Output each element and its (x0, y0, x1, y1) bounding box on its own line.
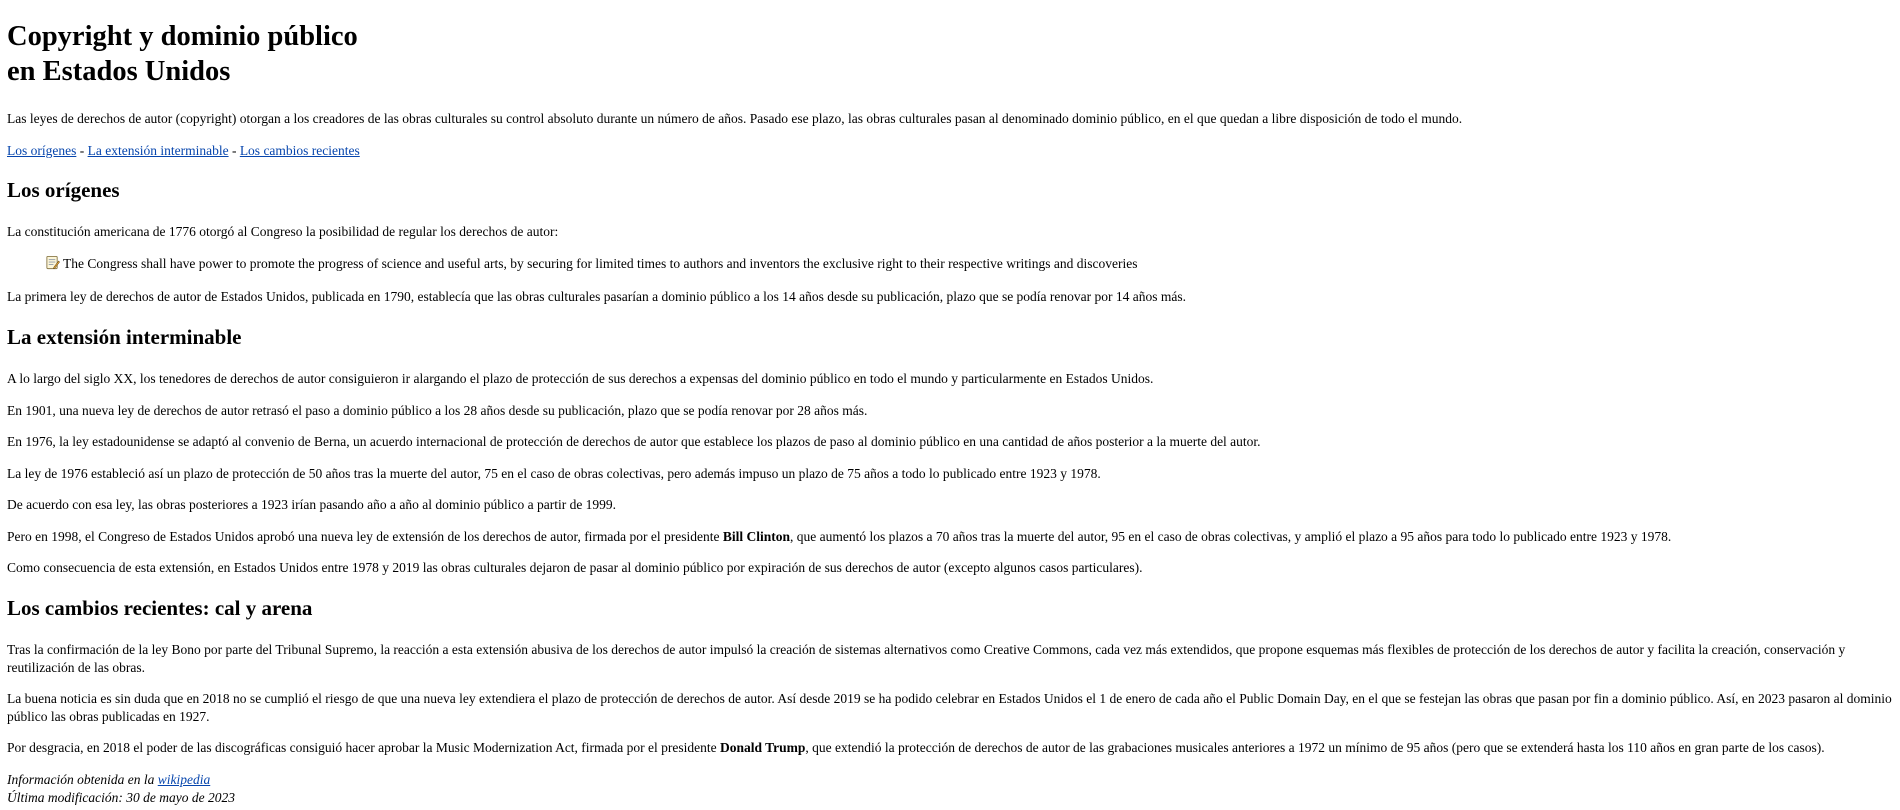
constitution-quote (45, 255, 1893, 273)
origins-paragraph-1: La constitución americana de 1776 otorgó al Congreso la posibilidad de regular los derechos de autor: (7, 224, 559, 240)
origins-paragraph-2: La primera ley de derechos de autor de Estados Unidos, publicada en 1790, establecía que las obras culturales pasarían a dominio público a los 14 años desde su publicación, plazo que se podía renovar por 14 años más. (7, 289, 1187, 305)
text-run: Por desgracia, en 2018 el poder de las discográficas consiguió hacer aprobar la Music Modernization Act, firmada por el presidente (7, 740, 721, 756)
source-note (7, 771, 1893, 789)
extension-paragraph-3: En 1976, la ley estadounidense se adaptó al convenio de Berna, un acuerdo internacional de protección de derechos de autor que establece los plazos de paso al dominio público en una cantidad de años posterior a la muerte del autor. (7, 434, 1261, 450)
intro-paragraph: Las leyes de derechos de autor (copyright) otorgan a los creadores de las obras culturales su control absoluto durante un número de años. Pasado ese plazo, las obras culturales pasan al denominado dominio público, en el que quedan a libre disposición de todo el mundo. (7, 111, 1463, 127)
text-run: , que extendió la protección de derechos de autor de las grabaciones musicales anteriores a 1972 un mínimo de 95 años (pero que se extenderá hasta los 110 años en gran parte de los casos). (805, 740, 1825, 756)
extension-paragraph-1: A lo largo del siglo XX, los tenedores de derechos de autor consiguieron ir alargando el plazo de protección de sus derechos a expensas del dominio público en todo el mundo y particularmente en Estados Unidos. (7, 371, 1154, 387)
recent-paragraph-1: Tras la confirmación de la ley Bono por parte del Tribunal Supremo, la reacción a esta extensión abusiva de los derechos de autor impulsó la creación de sistemas alternativos como Creative Commons, cada vez más extendidos, que propone esquemas más flexibles de protección de los derechos de autor y facilita la creación, conservación y reutilización de las obras. (7, 642, 1846, 675)
text-run: , que aumentó los plazos a 70 años tras la muerte del autor, 95 en el caso de obras colectivas, y amplió el plazo a 95 años para todo lo publicado entre 1923 y 1978. (790, 528, 1672, 544)
president-name: Donald Trump (720, 740, 806, 756)
section-heading-origins: Los orígenes (7, 178, 120, 203)
wikipedia-link[interactable]: wikipedia (157, 771, 211, 787)
extension-paragraph-7: Como consecuencia de esta extensión, en Estados Unidos entre 1978 y 2019 las obras culturales dejaron de pasar al dominio público por expiración de sus derechos de autor (excepto algunos casos particulares). (7, 560, 1143, 576)
quote-text: The Congress shall have power to promote the progress of science and useful arts, by securing for limited times to authors and inventors the exclusive right to their respective writings and discoveries (63, 255, 1138, 271)
extension-paragraph-4: La ley de 1976 estableció así un plazo de protección de 50 años tras la muerte del autor, 75 en el caso de obras colectivas, pero además impuso un plazo de 75 años a todo lo publicado entre 1923 y 1978. (7, 465, 1101, 481)
nav-link-recent-changes[interactable]: Los cambios recientes (239, 142, 360, 158)
nav-separator: - (76, 142, 88, 158)
extension-paragraph-5: De acuerdo con esa ley, las obras posteriores a 1923 irían pasando año a año al dominio público a partir de 1999. (7, 497, 617, 513)
nav-link-origins[interactable]: Los orígenes (7, 142, 77, 158)
extension-paragraph-6 (7, 528, 1893, 546)
president-name: Bill Clinton (722, 528, 791, 544)
section-heading-recent-changes: Los cambios recientes: cal y arena (7, 596, 313, 621)
section-heading-extension: La extensión interminable (7, 325, 242, 350)
section-nav (7, 142, 1893, 160)
nav-link-extension[interactable]: La extensión interminable (87, 142, 229, 158)
recent-paragraph-2: La buena noticia es sin duda que en 2018 no se cumplió el riesgo de que una nueva ley extendiera el plazo de protección de derechos de autor. Así desde 2019 se ha podido celebrar en Estados Unidos el 1 de enero de cada año el Public Domain Day, en el que se festejan las obras que pasan por fin a dominio público. Así, en 2023 pasaron al dominio público las obras publicadas en 1927. (7, 691, 1892, 724)
page-title-line-2: en Estados Unidos (7, 56, 231, 88)
recent-paragraph-3 (7, 739, 1893, 757)
footer (7, 771, 1893, 806)
source-prefix: Información obtenida en la (7, 771, 158, 787)
page-title (7, 19, 1893, 89)
memo-icon (45, 255, 60, 270)
text-run: Pero en 1998, el Congreso de Estados Unidos aprobó una nueva ley de extensión de los derechos de autor, firmada por el presidente (7, 528, 723, 544)
extension-paragraph-2: En 1901, una nueva ley de derechos de autor retrasó el paso a dominio público a los 28 años desde su publicación, plazo que se podía renovar por 28 años más. (7, 402, 868, 418)
nav-separator: - (228, 142, 240, 158)
last-modified: Última modificación: 30 de mayo de 2023 (7, 789, 235, 805)
page-title-line-1: Copyright y dominio público (7, 21, 358, 52)
